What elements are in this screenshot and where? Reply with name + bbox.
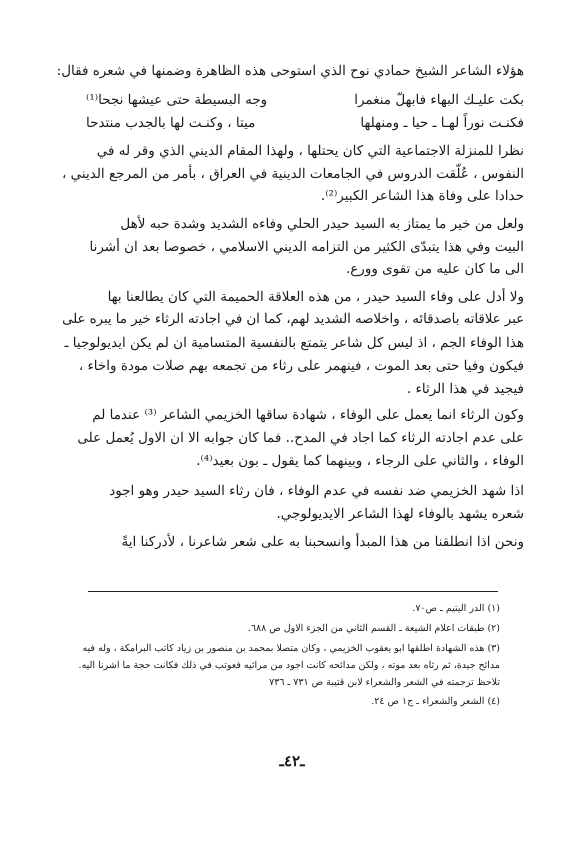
footnote: (٢) طبقات اعلام الشيعة ـ القسم الثاني من الجزء الاول ص ٦٨٨. <box>247 623 500 634</box>
body-line: هؤلاء الشاعر الشيخ حمادي نوح الذي استوحى هذه الظاهرة وضمنها في شعره فقال: <box>56 63 524 79</box>
verse-hemistich: وجه البسيطة حتى عيشها نجحا⁽¹⁾ <box>86 92 268 108</box>
footnote: (٣) هذه الشهادة اطلقها ابو يعقوب الخزيمي ، وكان متصلا بمحمد بن منصور بن زياد كاتب البرامكة ، وله فيه <box>82 643 500 654</box>
body-line: وكون الرثاء انما يعمل على الوفاء ، شهادة ساقها الخزيمي الشاعر ⁽³⁾ عندما لم <box>92 407 524 423</box>
body-line: الوفاء ، والثاني على الرجاء ، وبينهما كما يقول ـ بون بعيد⁽⁴⁾. <box>196 453 524 469</box>
body-line: فيكون وفيا حتى بعد الموت ، فينهمر على رثاء من تجمعه بهم صلات مودة واخاء ، <box>78 358 524 374</box>
body-line: فيجيد في هذا الرثاء . <box>406 381 524 397</box>
verse-hemistich: فكنـت نوراً لهـا ـ حيا ـ ومنهلها <box>360 115 524 131</box>
body-line: شعره يشهد بالوفاء لهذا الشاعر الايديولوجي. <box>276 506 524 522</box>
footnote: مدائح جيدة، ثم رثاه بعد موته ، ولكن مدائحه كانت اجود من مراثيه فعوتب في ذلك فكانت حجة ما اشرنا اليه. <box>78 660 500 671</box>
footnote: (١) الدر اليتيم ـ ص٧٠. <box>412 603 500 614</box>
verse-hemistich: بكت عليـك البهاء فابهلّ منغمرا <box>354 92 524 108</box>
body-line: ونحن اذا انطلقنا من هذا المبدأ وانسحبنا به على شعر شاعرنا ، لأدركنا ايةً <box>121 534 524 550</box>
body-line: عبر علاقاته باصدقائه ، واخلاصه الشديد لهم، كما ان في اجادته الرثاء خير ما يبره على <box>62 312 524 327</box>
verse-hemistich: ميتا ، وكنـت لها بالجدب منتدحا <box>86 115 256 131</box>
footnote: تلاحظ ترجمته في الشعر والشعراء لابن قتيبة ص ٧٣١ ـ ٧٣٦ <box>269 677 500 688</box>
footnote-divider <box>88 591 498 592</box>
body-line: نظرا للمنزلة الاجتماعية التي كان يحتلها ، ولهذا المقام الديني الذي وقر له في <box>96 143 524 159</box>
body-line: هذا الوفاء الجم ، اذ ليس كل شاعر يتمتع بالنفسية المتسامية ان لم يكن ايديولوجيا ـ <box>64 335 524 351</box>
body-line: ولعل من خير ما يمتاز به السيد حيدر الحلي وفاءه الشديد وشدة حبه لأهل <box>120 216 524 232</box>
body-line: اذا شهد الخزيمي ضد نفسه في عدم الوفاء ، فان رثاء السيد حيدر وهو اجود <box>109 483 524 499</box>
body-line: حدادا على وفاة هذا الشاعر الكبير⁽²⁾. <box>320 188 524 204</box>
body-line: على عدم اجادته الرثاء كما اجاد في المدح.. فما كان جوابه الا ان الاول يُعمل على <box>77 430 524 446</box>
body-line: النفوس ، عُلّقت الدروس في الجامعات الدينية في العراق ، بأمر من المرجع الديني ، <box>62 166 524 182</box>
body-line: البيت وفي هذا يتبدّى الكثير من التزامه الديني الاسلامي ، خصوصا بعد ان أشرنا <box>89 239 524 255</box>
body-line: الى ما كان عليه من تقوى وورع. <box>345 261 524 277</box>
footnote: (٤) الشعر والشعراء ـ ج١ ص ٢٤. <box>371 696 500 707</box>
page-number: ـ٤٢ـ <box>279 752 305 770</box>
body-line: ولا أدل على وفاء السيد حيدر ، من هذه العلاقة الحميمة التي كان يطالعنا بها <box>107 289 524 305</box>
